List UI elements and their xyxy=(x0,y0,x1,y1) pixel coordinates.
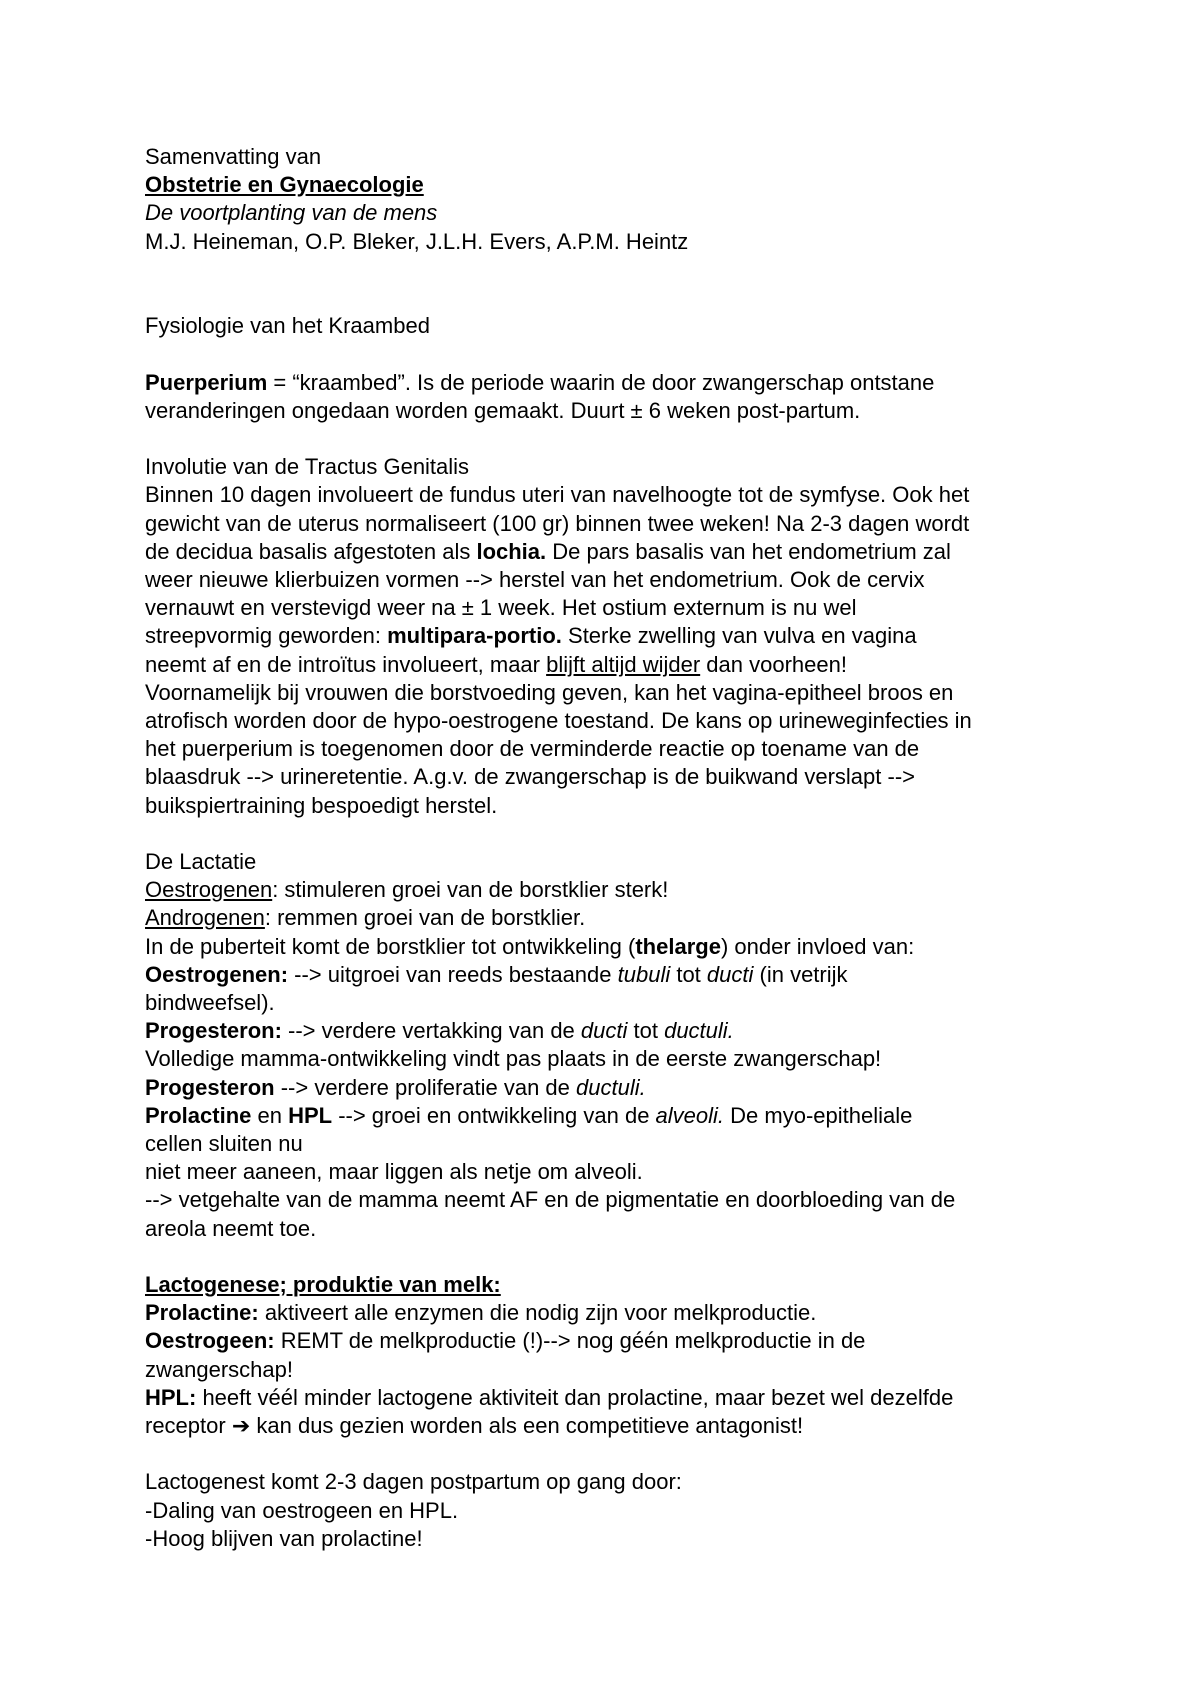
lactatie-text: De myo-epitheliale xyxy=(724,1102,913,1128)
involutie-line-1: Binnen 10 dagen involueert de fundus uteri van navelhoogte tot de symfyse. Ook het xyxy=(145,482,970,508)
ducti-term: ducti xyxy=(706,961,754,987)
involutie-line-4: weer nieuwe klierbuizen vormen --> herstel van het endometrium. Ook de cervix xyxy=(145,566,925,592)
oestrogenen-bold-term: Oestrogenen: xyxy=(145,961,289,987)
involutie-line-9: atrofisch worden door de hypo-oestrogene toestand. De kans op urineweginfecties in xyxy=(145,708,972,733)
progesteron-2-line xyxy=(145,1074,1085,1102)
summary-of-label: Samenvatting van xyxy=(145,144,322,169)
spacer xyxy=(145,340,1085,368)
oestrogenen-line xyxy=(145,876,1085,904)
involutie-heading: Involutie van de Tractus Genitalis xyxy=(145,454,470,480)
hpl-term: HPL: xyxy=(145,1384,197,1410)
lactogenese-oestrogeen-line xyxy=(145,1327,1085,1355)
involutie-line-8: Voornamelijk bij vrouwen die borstvoeding geven, kan het vagina-epitheel broos en xyxy=(145,679,954,705)
puerperium-text-1: = “kraambed”. Is de periode waarin de door zwangerschap ontstane xyxy=(267,369,935,395)
alveoli-term: alveoli. xyxy=(655,1102,725,1128)
book-subtitle: De voortplanting van de mens xyxy=(145,200,438,226)
involutie-text: De pars basalis van het endometrium zal xyxy=(546,538,951,564)
tubuli-term: tubuli xyxy=(617,961,671,987)
netje-line: niet meer aaneen, maar liggen als netje om alveoli. xyxy=(145,1159,643,1185)
oestrogenen-term: Oestrogenen xyxy=(145,877,273,903)
lactatie-heading: De Lactatie xyxy=(145,849,257,874)
lactatie-text: --> verdere proliferatie van de xyxy=(274,1074,577,1100)
progesteron-term: Progesteron xyxy=(145,1074,275,1100)
book-authors: M.J. Heineman, O.P. Bleker, J.L.H. Evers, A.P.M. Heintz xyxy=(145,228,689,254)
lactogenese-receptor-line xyxy=(145,1412,1085,1440)
ducti-term: ducti xyxy=(580,1018,628,1044)
chapter-title: Fysiologie van het Kraambed xyxy=(145,313,430,339)
involutie-line-11: blaasdruk --> urineretentie. A.g.v. de zwangerschap is de buikwand verslapt --> xyxy=(145,764,915,790)
lactatie-text: --> uitgroei van reeds bestaande xyxy=(288,961,618,987)
involutie-text: neemt af en de introïtus involueert, maar xyxy=(145,651,547,677)
wider-emphasis: blijft altijd wijder xyxy=(546,651,701,677)
oestrogenen-effect-line xyxy=(145,961,1085,989)
prolactine-term: Prolactine xyxy=(145,1102,252,1128)
volledig-line: Volledige mamma-ontwikkeling vindt pas plaats in de eerste zwangerschap! xyxy=(145,1046,882,1072)
involutie-line-12: buikspiertraining bespoedigt herstel. xyxy=(145,792,498,818)
puberteit-line xyxy=(145,933,1085,961)
document-page xyxy=(145,143,1085,1553)
lactatie-text: (in vetrijk xyxy=(753,961,848,987)
involutie-text: de decidua basalis afgestoten als xyxy=(145,538,477,564)
book-title: Obstetrie en Gynaecologie xyxy=(145,172,424,198)
spacer xyxy=(145,820,1085,848)
involutie-line-5: vernauwt en verstevigd weer na ± 1 week. Het ostium externum is nu wel xyxy=(145,595,857,621)
spacer xyxy=(145,284,1085,312)
spacer xyxy=(145,425,1085,453)
lactatie-text: --> groei en ontwikkeling van de xyxy=(332,1102,656,1128)
lactogenese-text: REMT de melkproductie (!)--> nog géén melkproductie in de xyxy=(274,1328,866,1354)
involutie-line-2: gewicht van de uterus normaliseert (100 gr) binnen twee weken! Na 2-3 dagen wordt xyxy=(145,510,970,536)
lactatie-text: en xyxy=(251,1102,289,1128)
list-item: -Daling van oestrogeen en HPL. xyxy=(145,1497,459,1523)
lactogenese-text: aktiveert alle enzymen die nodig zijn voor melkproductie. xyxy=(258,1300,817,1326)
lactogenese-zwangerschap-line: zwangerschap! xyxy=(145,1356,293,1382)
oestrogeen-term: Oestrogeen: xyxy=(145,1328,275,1354)
multipara-portio-term: multipara-portio. xyxy=(387,623,562,649)
lactogenese-heading: Lactogenese; produktie van melk: xyxy=(145,1272,501,1298)
lactogenese-prolactine-line xyxy=(145,1299,1085,1327)
lactogenese-text: receptor xyxy=(145,1413,232,1439)
list-item: -Hoog blijven van prolactine! xyxy=(145,1525,423,1551)
lactatie-text: ) onder invloed van: xyxy=(720,933,915,959)
lactatie-text: tot xyxy=(627,1018,665,1044)
bindweefsel-line: bindweefsel). xyxy=(145,990,275,1016)
vetgehalte-line-1: --> vetgehalte van de mamma neemt AF en de pigmentatie en doorbloeding van de xyxy=(145,1187,956,1213)
involutie-text: dan voorheen! xyxy=(700,651,847,677)
lactogenese-text: heeft véél minder lactogene aktiviteit dan prolactine, maar bezet wel dezelfde xyxy=(196,1384,954,1410)
lactatie-text: : stimuleren groei van de borstklier sterk! xyxy=(272,877,669,903)
prolactine-term: Prolactine: xyxy=(145,1300,259,1326)
progesteron-line xyxy=(145,1017,1085,1045)
progesteron-term: Progesteron: xyxy=(145,1018,282,1044)
lactogenese-hpl-line xyxy=(145,1384,1085,1412)
vetgehalte-line-2: areola neemt toe. xyxy=(145,1215,317,1241)
lactatie-text: In de puberteit komt de borstklier tot ontwikkeling ( xyxy=(145,933,636,959)
involutie-line-6 xyxy=(145,622,1085,650)
prolactine-line xyxy=(145,1102,1085,1130)
puerperium-term: Puerperium xyxy=(145,369,268,395)
involutie-text: Sterke zwelling van vulva en vagina xyxy=(561,623,917,649)
lactatie-text: : remmen groei van de borstklier. xyxy=(264,905,586,931)
right-arrow-icon: ➔ xyxy=(231,1413,251,1439)
spacer xyxy=(145,256,1085,284)
involutie-line-7 xyxy=(145,651,1085,679)
thelarge-term: thelarge xyxy=(635,933,721,959)
puerperium-line-2: veranderingen ongedaan worden gemaakt. Duurt ± 6 weken post-partum. xyxy=(145,397,861,423)
ductuli-term: ductuli. xyxy=(664,1018,734,1044)
lactogenese-text: kan dus gezien worden als een competitieve antagonist! xyxy=(250,1413,804,1439)
androgenen-term: Androgenen xyxy=(145,905,265,931)
involutie-line-3 xyxy=(145,538,1085,566)
puerperium-line-1 xyxy=(145,369,1085,397)
spacer xyxy=(145,1243,1085,1271)
lactatie-text: --> verdere vertakking van de xyxy=(281,1018,581,1044)
lactatie-text: tot xyxy=(670,961,707,987)
androgenen-line xyxy=(145,904,1085,932)
involutie-text: streepvormig geworden: xyxy=(145,623,388,649)
lactogenest-start-line: Lactogenest komt 2-3 dagen postpartum op gang door: xyxy=(145,1469,682,1495)
spacer xyxy=(145,1440,1085,1468)
cellen-line: cellen sluiten nu xyxy=(145,1131,303,1157)
lochia-term: lochia. xyxy=(476,538,547,564)
hpl-term: HPL xyxy=(288,1102,333,1128)
ductuli-term: ductuli. xyxy=(576,1074,646,1100)
involutie-line-10: het puerperium is toegenomen door de verminderde reactie op toename van de xyxy=(145,736,920,762)
